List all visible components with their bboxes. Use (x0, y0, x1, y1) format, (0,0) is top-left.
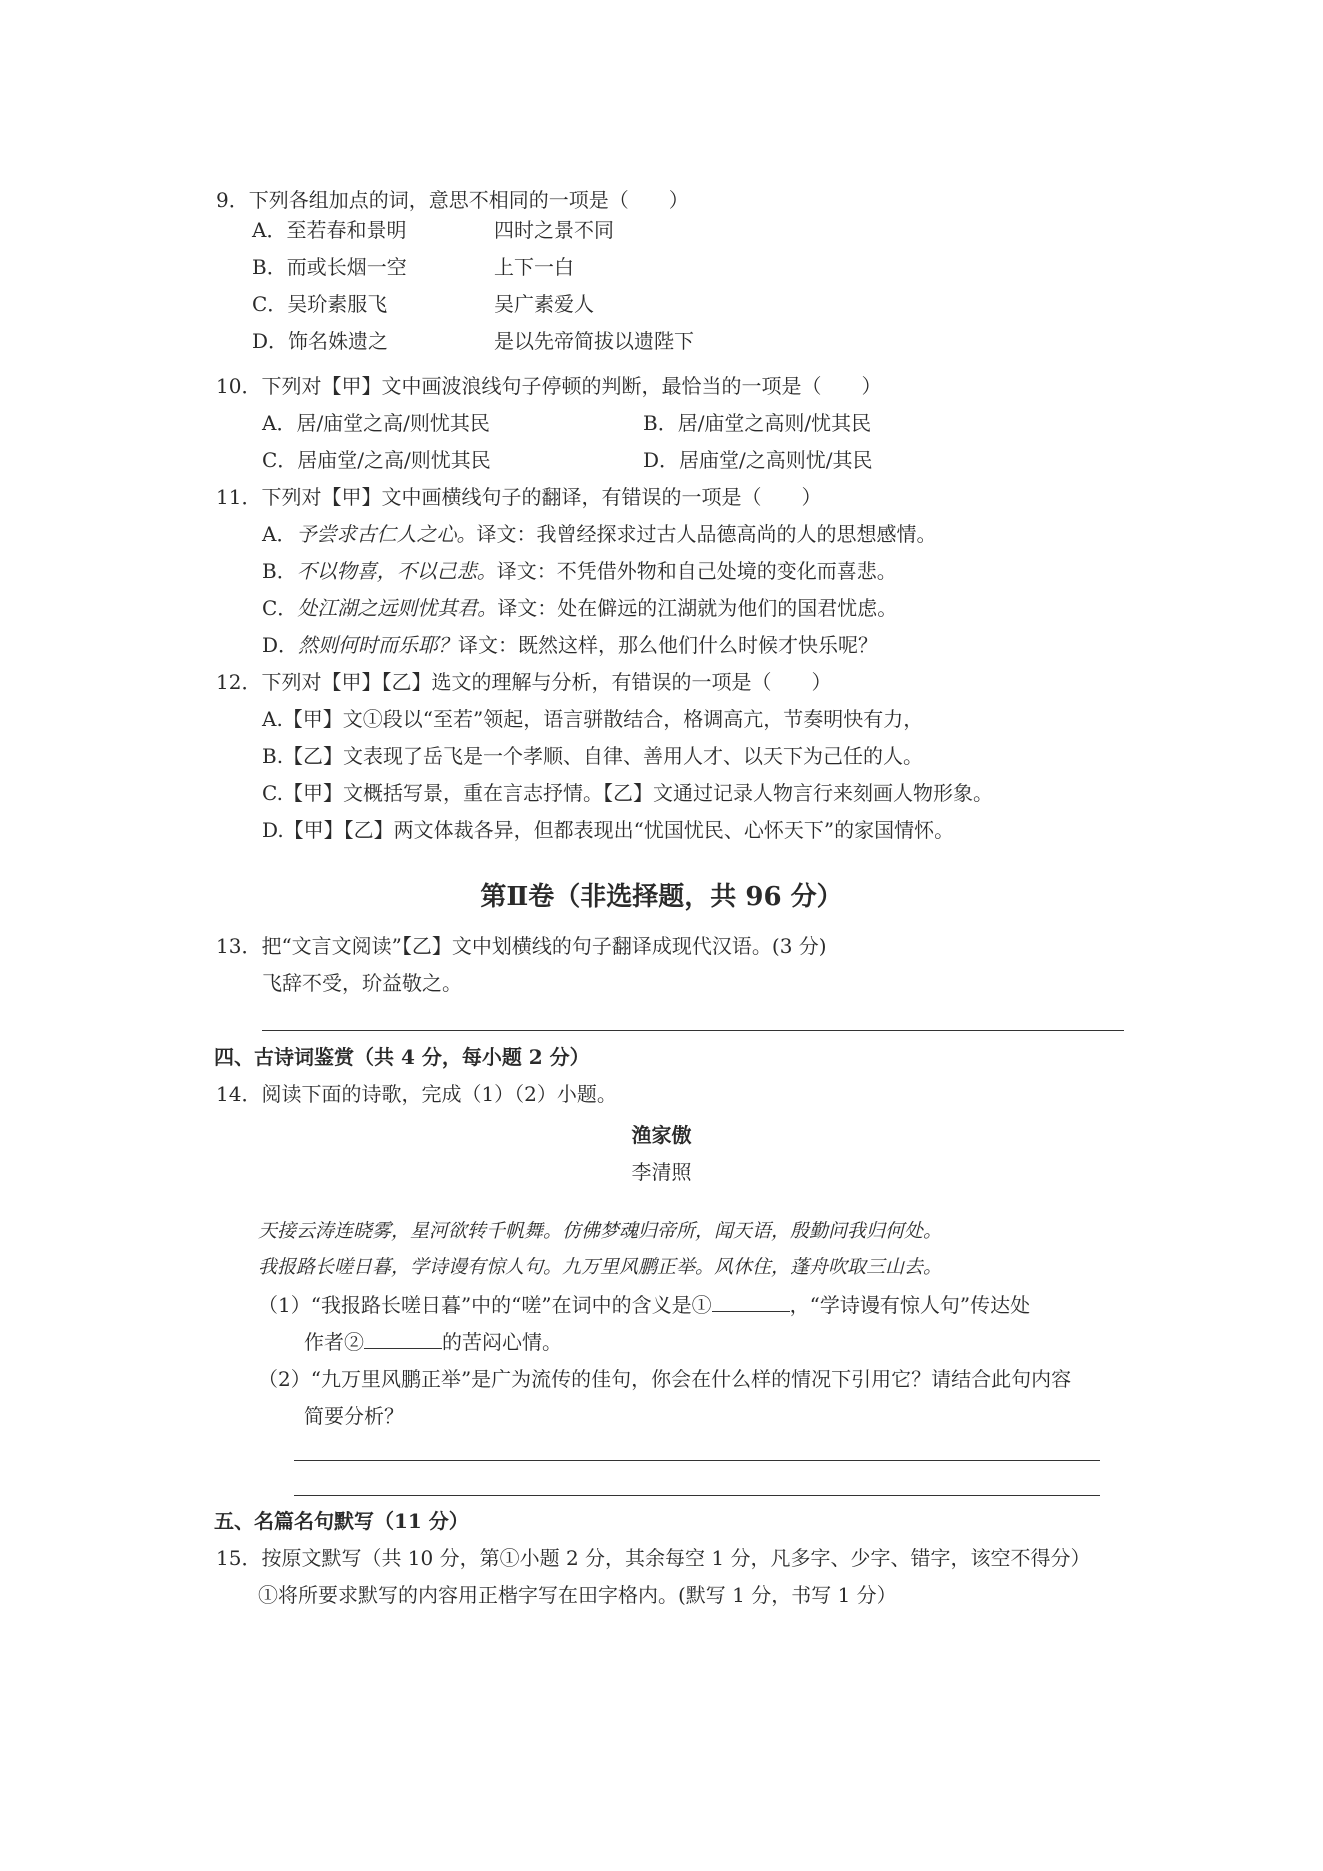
q14-answer-line-2[interactable] (294, 1495, 1100, 1496)
q14-sub1-line1 (258, 1293, 1030, 1317)
q11-option-c-translation: 译文：处在僻远的江湖就为他们的国君忧虑。 (497, 596, 898, 620)
q11-option-c-source: 处江湖之远则忧其君。 (297, 596, 498, 620)
poem-line-1: 天接云涛连晓雾，星河欲转千帆舞。仿佛梦魂归帝所，闻天语，殷勤问我归何处。 (258, 1220, 943, 1242)
q15-stem: 15．按原文默写（共 10 分，第①小题 2 分，其余每空 1 分，凡多字、少字、错字，该空不得分） (216, 1546, 1091, 1570)
q11-option-b-translation: 译文：不凭借外物和自己处境的变化而喜悲。 (496, 559, 897, 583)
section4-heading: 四、古诗词鉴赏（共 4 分，每小题 2 分） (214, 1045, 590, 1069)
q10-option-b: B．居/庙堂之高则/忧其民 (643, 411, 872, 435)
q14-sub2-line1: （2）“九万里风鹏正举”是广为流传的佳句，你会在什么样的情况下引用它？请结合此句内容 (258, 1367, 1072, 1391)
q14-blank-1[interactable] (712, 1293, 790, 1312)
q9-option-a-right: 四时之景不同 (494, 218, 614, 242)
q9-option-c-left: C．吴玠素服飞 (252, 292, 388, 316)
q11-option-c-letter: C． (262, 596, 298, 620)
q14-sub1-text-b: ，“学诗谩有惊人句”传达处 (789, 1293, 1031, 1317)
q11-option-d-letter: D． (262, 633, 299, 657)
q13-sentence: 飞辞不受，玠益敬之。 (262, 971, 462, 995)
q11-option-b-letter: B． (262, 559, 297, 583)
q11-option-b-source: 不以物喜，不以己悲。 (296, 559, 497, 583)
q11-option-a-letter: A． (262, 522, 297, 546)
q9-option-c-right: 吴广素爱人 (494, 292, 594, 316)
q11-option-c (262, 596, 897, 620)
q14-blank-2[interactable] (364, 1330, 442, 1349)
q11-option-a-translation: 译文：我曾经探求过古人品德高尚的人的思想感情。 (476, 522, 937, 546)
q14-sub1-text-c: 作者② (304, 1330, 364, 1354)
q14-sub2-line2: 简要分析？ (304, 1404, 404, 1428)
q12-option-a: A.【甲】文①段以“至若”领起，语言骈散结合，格调高亢，节奏明快有力， (262, 707, 924, 731)
q11-option-a-source: 予尝求古仁人之心。 (296, 522, 477, 546)
q9-option-b-right: 上下一白 (494, 255, 574, 279)
q12-option-c: C.【甲】文概括写景，重在言志抒情。【乙】文通过记录人物言行来刻画人物形象。 (262, 781, 993, 805)
q10-option-c: C．居庙堂/之高/则忧其民 (262, 448, 491, 472)
section5-heading: 五、名篇名句默写（11 分） (214, 1509, 469, 1533)
q10-option-d: D．居庙堂/之高则忧/其民 (643, 448, 873, 472)
q13-stem: 13．把“文言文阅读”【乙】文中划横线的句子翻译成现代汉语。(3 分) (216, 934, 827, 958)
q11-option-d-source: 然则何时而乐耶？ (298, 633, 459, 657)
q14-sub1-text-a: （1）“我报路长嗟日暮”中的“嗟”在词中的含义是① (258, 1293, 712, 1317)
part2-title: 第Ⅱ卷（非选择题，共 96 分） (480, 882, 843, 912)
q11-option-b (262, 559, 897, 583)
q9-option-b-left: B．而或长烟一空 (252, 255, 407, 279)
poem-author: 李清照 (631, 1160, 692, 1184)
q11-stem: 11．下列对【甲】文中画横线句子的翻译，有错误的一项是（ ） (216, 485, 822, 509)
q12-stem: 12．下列对【甲】【乙】选文的理解与分析，有错误的一项是（ ） (216, 670, 832, 694)
q13-answer-line[interactable] (262, 1030, 1124, 1031)
poem-line-2: 我报路长嗟日暮，学诗谩有惊人句。九万里风鹏正举。风休住，蓬舟吹取三山去。 (258, 1256, 943, 1278)
q14-answer-line-1[interactable] (294, 1460, 1100, 1461)
q12-option-d: D.【甲】【乙】两文体裁各异，但都表现出“忧国忧民、心怀天下”的家国情怀。 (262, 818, 955, 842)
q14-sub1-text-d: 的苦闷心情。 (442, 1330, 562, 1354)
q9-option-d-right: 是以先帝简拔以遗陛下 (494, 329, 694, 353)
q10-stem: 10．下列对【甲】文中画波浪线句子停顿的判断，最恰当的一项是（ ） (216, 374, 882, 398)
q15-sub1: ①将所要求默写的内容用正楷字写在田字格内。(默写 1 分，书写 1 分） (258, 1583, 897, 1607)
q12-option-b: B.【乙】文表现了岳飞是一个孝顺、自律、善用人才、以天下为己任的人。 (262, 744, 924, 768)
q9-option-a-left: A．至若春和景明 (252, 218, 407, 242)
q14-sub1-line2 (304, 1330, 562, 1354)
q11-option-d (262, 633, 878, 657)
q9-stem: 9．下列各组加点的词，意思不相同的一项是（ ） (216, 188, 689, 212)
q14-stem: 14．阅读下面的诗歌，完成（1）（2）小题。 (216, 1082, 617, 1106)
q10-option-a: A．居/庙堂之高/则忧其民 (262, 411, 490, 435)
poem-title: 渔家傲 (631, 1123, 692, 1147)
q11-option-a (262, 522, 936, 546)
q9-option-d-left: D．饰名姝遗之 (252, 329, 389, 353)
q11-option-d-translation: 译文：既然这样，那么他们什么时候才快乐呢？ (458, 633, 879, 657)
